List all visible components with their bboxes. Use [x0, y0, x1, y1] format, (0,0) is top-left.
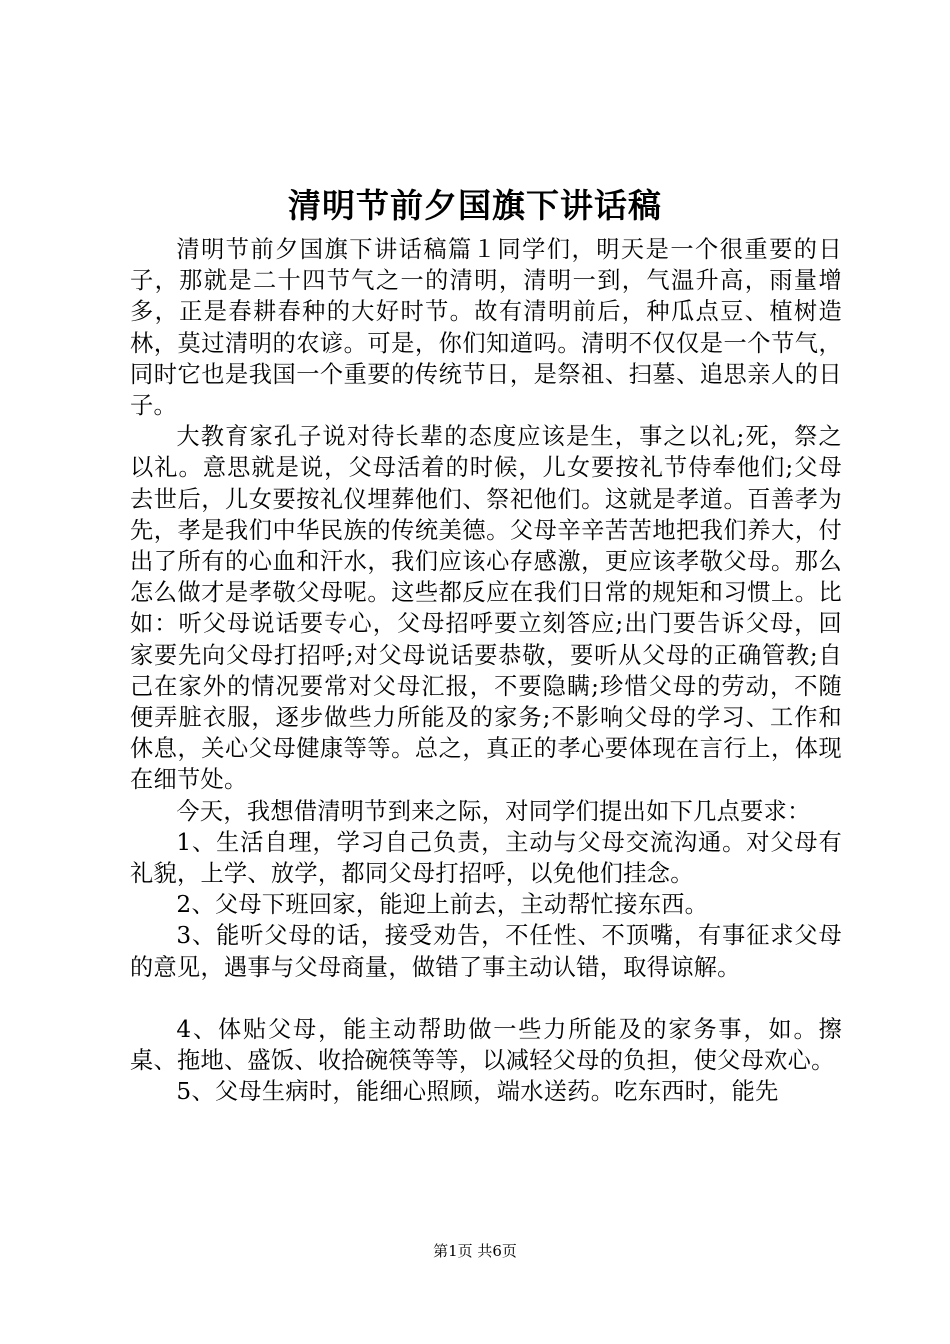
paragraph-4: 1、生活自理，学习自己负责，主动与父母交流沟通。对父母有礼貌，上学、放学，都同父母打招呼，以免他们挂念。 — [130, 828, 842, 888]
document-body — [130, 234, 842, 1108]
paragraph-spacer — [130, 983, 842, 1014]
paragraph-1: 清明节前夕国旗下讲话稿篇１同学们，明天是一个很重要的日子，那就是二十四节气之一的清明，清明一到，气温升高，雨量增多，正是春耕春种的大好时节。故有清明前后，种瓜点豆、植树造林，莫过清明的农谚。可是，你们知道吗。清明不仅仅是一个节气，同时它也是我国一个重要的传统节日，是祭祖、扫墓、追思亲人的日子。 — [130, 236, 842, 420]
page-footer: 第1页 共6页 — [433, 1242, 517, 1260]
paragraph-6: 3、能听父母的话，接受劝告，不任性、不顶嘴，有事征求父母的意见，遇事与父母商量，做错了事主动认错，取得谅解。 — [130, 922, 842, 981]
paragraph-5: 2、父母下班回家，能迎上前去，主动帮忙接东西。 — [176, 891, 709, 919]
paragraph-7: 4、体贴父母，能主动帮助做一些力所能及的家务事，如。擦桌、拖地、盛饭、收拾碗筷等等，以减轻父母的负担，使父母欢心。 — [130, 1016, 842, 1075]
paragraph-2: 大教育家孔子说对待长辈的态度应该是生，事之以礼;死，祭之以礼。意思就是说，父母活着的时候，儿女要按礼节侍奉他们;父母去世后，儿女要按礼仪埋葬他们、祭祀他们。这就是孝道。百善孝为先，孝是我们中华民族的传统美德。父母辛辛苦苦地把我们养大，付出了所有的心血和汗水，我们应该心存感激，更应该孝敬父母。那么怎么做才是孝敬父母呢。这些都反应在我们日常的规矩和习惯上。比如：听父母说话要专心，父母招呼要立刻答应;出门要告诉父母，回家要先向父母打招呼;对父母说话要恭敬，要听从父母的正确管教;自己在家外的情况要常对父母汇报，不要隐瞒;珍惜父母的劳动，不随便弄脏衣服，逐步做些力所能及的家务;不影响父母的学习、工作和休息，关心父母健康等等。总之，真正的孝心要体现在言行上，体现在细节处。 — [130, 423, 842, 794]
document-title: 清明节前夕国旗下讲话稿 — [288, 186, 662, 225]
paragraph-3: 今天，我想借清明节到来之际，对同学们提出如下几点要求： — [176, 797, 811, 825]
paragraph-8: 5、父母生病时，能细心照顾，端水送药。吃东西时，能先 — [176, 1078, 779, 1106]
